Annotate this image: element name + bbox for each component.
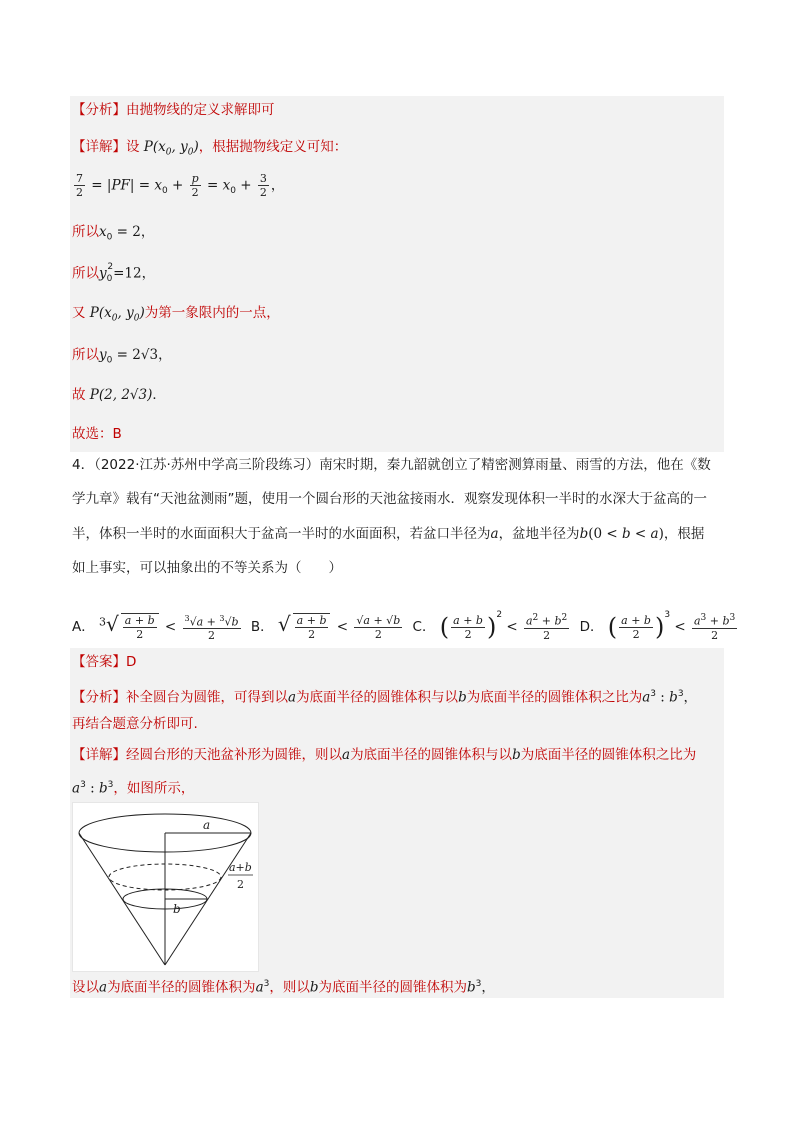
y0-line: 所以$y_0^2=12$， [72,262,156,285]
q4-line-4: 如上事实，可以抽象出的不等关系为（ ） [72,560,342,576]
ana-2: 为底面半径的圆锥体积与以 [296,689,459,706]
last-4: 为底面半径的圆锥体积为 [318,979,468,996]
choice-b-line: 故选：B [72,426,122,442]
last-line: 设以a为底面半径的圆锥体积为$a^3$，则以b为底面半径的圆锥体积为$b^3$， [72,979,495,996]
y0v-eq: = 2√3 [116,347,159,363]
equation-line: $\frac{7}{2}$ = $|PF| = x_0$ + $\frac{p}{2}$ = $x_0$ + $\frac{3}{2}$ ， [76,172,285,199]
label-frac-num: a+b [229,861,252,874]
y0-eq: =12 [113,265,142,282]
option-a-label: A． [72,619,95,635]
option-c-label: C． [412,619,436,635]
q4-line-2: 学九章》载有“天池盆测雨”题，使用一个圆台形的天池盆接雨水．观察发现体积一半时的水深大于盆高的一 [72,491,707,507]
analysis2-line-1: 【分析】补全圆台为圆锥，可得到以a为底面半径的圆锥体积与以b为底面半径的圆锥体积之比为$a^3$ : $b^3$， [72,689,698,706]
detail-label: 【详解】 [72,139,126,155]
label-b: b [173,902,181,916]
answer-text: D [126,654,137,670]
analysis-label: 【分析】 [72,102,126,118]
quadrant-line: 又 $P(x_0$, $y_0$)为第一象限内的一点， [72,305,280,324]
frac-p-2: $\frac{p}{2}$ [191,172,199,199]
x0-line: 所以$x_0 = 2$， [72,224,155,243]
q4-line-1: 4．（2022·江苏·苏州中学高三阶段练习）南宋时期，秦九韶就创立了精密测算雨量、雨雪的方法，他在《数 [72,457,711,473]
opt-b-right: $\frac{√a + √b}{2}$ [356,613,401,641]
analysis-line [72,100,275,120]
opt-c-left: $\frac{a + b}{2}$ [453,613,483,641]
y0-value-line: 所以$y_0 = 2√3$， [72,347,172,366]
analysis2-line-2: 再结合题意分析即可. [72,716,198,732]
last-1: 设以 [72,979,99,996]
therefore-line: 故 P(2, 2√3)． [72,387,166,403]
detail-line [72,137,347,163]
opt-d-left: $\frac{a + b}{2}$ [621,613,651,641]
ana-3: 为底面半径的圆锥体积之比为 [466,689,643,706]
x0-eq: = 2 [116,224,141,240]
label-a: a [203,818,211,832]
ana-1: 补全圆台为圆锥，可得到以 [126,689,288,706]
opt-c-right: $\frac{a^2 + b^2}{2}$ [525,613,568,642]
frac-7-2: $\frac{7}{2}$ [76,172,83,199]
cone-left-edge [79,833,165,965]
opt-d-right: $\frac{a^3 + b^3}{2}$ [693,613,736,642]
x0-pre: 所以 [72,224,99,240]
cone-figure [72,802,259,972]
detail2-line-1: 【详解】经圆台形的天池盆补形为圆锥，则以a为底面半径的圆锥体积与以b为底面半径的圆锥体积之比为 [72,747,697,763]
q4-line-3: 半，体积一半时的水面面积大于盆高一半时的水面面积，若盆口半径为a，盆地半径为b(0 < b < a)，根据 [72,526,705,542]
answer-label: 【答案】 [72,654,126,670]
opt-a-left: $\frac{a + b}{2}$ [121,613,159,641]
det-1: 经圆台形的天池盆补形为圆锥，则以 [126,747,342,763]
option-b-label: B． [250,619,274,635]
detail-pre: 设 [126,139,140,155]
therefore-point: P(2, 2√3) [89,387,153,403]
opt-b-left: $\frac{a + b}{2}$ [293,613,331,641]
options-line: A． $^3$√ $\frac{a + b}{2}$ < $\frac{^3√a + ^3√b}{2}$ B． √ $\frac{a + b}{2}$ < $\frac{√a + √b}{2}$ C． ( $\frac{a + b}{2}$ )$^2$ < $\frac{a^2 + b^2}{2}$ D． ( $\frac{a + b}{2}$ )$^3$ < $\frac{a^3 + b^3}{2}$ [72,610,736,643]
therefore-pre: 故 [72,387,86,403]
y0v-pre: 所以 [72,347,99,363]
y0-pre: 所以 [72,265,99,282]
detail2-line-2: $a^3$ : $b^3$，如图所示， [72,780,195,797]
q4-3c: ，根据 [663,526,705,542]
det-3: 为底面半径的圆锥体积之比为 [520,747,697,763]
q4-3b: ，盆地半径为 [498,526,580,542]
cone-diagram [73,803,258,971]
point-p: $P(x_0$, $y_0$) [143,139,199,158]
opt-a-right: $\frac{^3√a + ^3√b}{2}$ [184,613,239,643]
analysis-text: 由抛物线的定义求解即可 [126,102,275,118]
option-d-label: D． [579,619,604,635]
analysis2-label: 【分析】 [72,689,126,706]
last-2: 为底面半径的圆锥体积为 [107,979,256,996]
q4-3a: 半，体积一半时的水面面积大于盆高一半时的水面面积，若盆口半径为 [72,526,491,542]
detail-post: ，根据抛物线定义可知： [198,139,348,155]
detail2-label: 【详解】 [72,747,126,763]
label-frac-den: 2 [237,878,244,891]
answer-line [72,652,136,672]
det-2: 为底面半径的圆锥体积与以 [350,747,513,763]
last-3: ，则以 [269,979,310,996]
quadrant-pre: 又 [72,305,86,321]
frac-3-2: $\frac{3}{2}$ [259,172,267,199]
quadrant-post: 为第一象限内的一点， [144,305,280,321]
det-line2: ，如图所示， [113,780,195,797]
